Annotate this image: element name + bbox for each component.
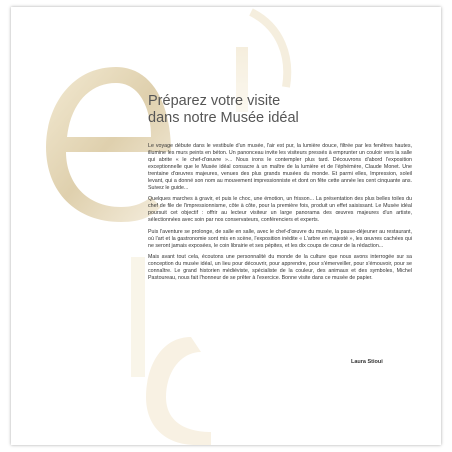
article-body	[148, 143, 412, 286]
paragraph-2: Quelques marches à gravir, et puis le choc, une émotion, un frisson... La présentation des plus belles toiles du chef de file de l'impressionnisme, côte à côte, pour la première fois, produit un effet saisissant. Le Musée idéal poursuit cet objectif : offrir au lecteur visiteur un large panorama des œuvres majeures d'un artiste, sélectionnées avec soin par nos conservateurs, conférenciers et experts.	[148, 196, 412, 224]
title-line-1: Préparez votre visite	[148, 93, 281, 109]
paragraph-3: Puis l'aventure se prolonge, de salle en salle, avec le chef-d'œuvre du musée, la pause-déjeuner au restaurant, où l'art et la gastronomie sont mis en scène, l'exposition inédite « L'arbre en majesté », les œuvres cachées qui ne seront jamais exposées, le coin librairie et ses pépites, et les dix coups de cœur de la rédaction...	[148, 228, 412, 249]
paragraph-1: Le voyage débute dans le vestibule d'un musée, l'air est pur, la lumière douce, filtrée par les fenêtres hautes, illumine les murs peints en béton. Un panonceau invite les visiteurs pressés à emprunter un couloir vers la salle qui abrite « le chef-d'œuvre »... Nous irons le contempler plus tard. Découvrons d'abord l'exposition exceptionnelle que le Musée idéal consacre à un maître de la lumière et de l'éphémère, Claude Monet. Une trentaine d'œuvres majeures, venues des plus grands musées du monde. Et parmi elles, Impression, soleil levant, qui a donné son nom au mouvement impressionniste et dont on fête cette année les cent cinquante ans. Suivez le guide...	[148, 143, 412, 192]
magazine-page	[11, 7, 441, 445]
title-line-2: dans notre Musée idéal	[148, 110, 299, 126]
page-title	[148, 93, 398, 127]
paragraph-4: Mais avant tout cela, écoutons une personnalité du monde de la culture que nous avons interrogée sur sa conception du musée idéal, un lieu pour découvrir, pour apprendre, pour s'émerveiller, pour s'émouvoir, pour se connaître. Le grand historien médiéviste, spécialiste de la couleur, des animaux et des symboles, Michel Pastoureau, nous fait l'honneur de se prêter à l'exercice. Bonne visite dans ce musée de papier.	[148, 253, 412, 281]
author-signature: Laura Stioui	[351, 359, 383, 365]
